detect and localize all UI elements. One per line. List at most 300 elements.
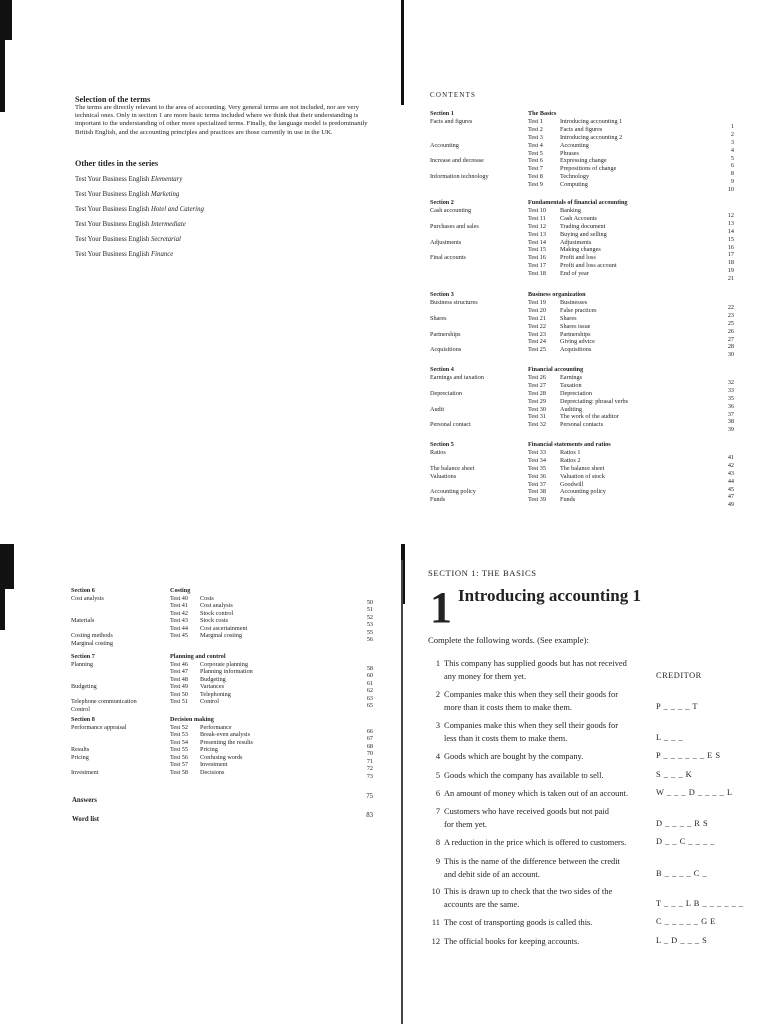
question-text: accounts are the same. — [444, 899, 520, 909]
series-item: Test Your Business English Intermediate — [75, 221, 186, 228]
test-number: Test 31 — [528, 413, 546, 421]
test-number: Test 57 — [170, 761, 188, 768]
question-item — [428, 917, 592, 929]
test-number: Test 8 — [528, 173, 543, 181]
page-number: 66 — [366, 727, 373, 735]
test-number: Test 22 — [528, 322, 546, 330]
question-text: Customers who have received goods but not paid — [444, 807, 609, 816]
test-number: Test 1 — [528, 117, 543, 125]
series-title: Hotel and Catering — [151, 206, 204, 213]
question-item — [428, 689, 618, 713]
page-number: 32 — [727, 378, 734, 386]
section-group: Financial statements and ratios — [528, 441, 611, 448]
series-title: Marketing — [151, 191, 180, 198]
page-number: 22 — [727, 303, 734, 311]
test-number: Test 43 — [170, 617, 188, 624]
test-number: Test 56 — [170, 753, 188, 761]
test-title: Ratios 1 — [560, 448, 581, 456]
section-topic: Costing methods — [71, 632, 113, 639]
section-topic: Earnings and taxation — [430, 373, 484, 381]
section-topic: The balance sheet — [430, 464, 475, 472]
test-title: Expressing change — [560, 157, 607, 165]
test-title: Cost ascertainment — [200, 624, 248, 632]
question-text: and debit side of an account. — [444, 869, 540, 879]
series-item: Test Your Business English Elementary — [75, 176, 183, 183]
test-number: Test 44 — [170, 624, 188, 632]
test-title: Depreciating: phrasal verbs — [560, 397, 629, 405]
question-number: 8 — [435, 838, 440, 847]
section-topic: Pricing — [71, 753, 89, 761]
section-label: Section 1 — [430, 110, 454, 117]
page-number: 38 — [727, 418, 734, 426]
test-title: Corporate planning — [200, 660, 248, 668]
section-topic: Audit — [430, 405, 445, 413]
binding-line — [401, 560, 403, 1024]
page-number: 23 — [727, 311, 734, 319]
question-text: This is drawn up to check that the two sides of the — [444, 887, 613, 896]
section-topic: Business structures — [430, 298, 478, 306]
test-title: The work of the auditor — [560, 413, 619, 421]
test-title: Variances — [200, 683, 225, 690]
page-number: 65 — [366, 702, 373, 709]
section-topic: Adjustments — [430, 238, 462, 246]
test-number: Test 29 — [528, 397, 546, 405]
section-label: Section 3 — [430, 291, 454, 298]
test-title: Valuation of stock — [560, 472, 606, 480]
question-text: This is the name of the difference between the credit — [444, 857, 620, 866]
test-title: Buying and selling — [560, 230, 607, 238]
question-number: 7 — [435, 807, 440, 816]
question-number: 4 — [435, 752, 440, 761]
test-number: Test 20 — [528, 306, 546, 314]
test-number: Test 10 — [528, 206, 546, 214]
test-title: Taxation — [560, 381, 582, 389]
test-number: Test 53 — [170, 731, 188, 738]
page-number: 61 — [366, 679, 373, 687]
test-number: Test 55 — [170, 746, 188, 753]
series-item: Test Your Business English Finance — [75, 251, 174, 258]
test-title: Budgeting — [200, 675, 226, 683]
page-number: 50 — [366, 598, 373, 606]
section-topic: Budgeting — [71, 683, 97, 690]
test-number: Test 4 — [528, 141, 543, 149]
answer-blank: B _ _ _ _ C _ — [656, 869, 708, 878]
answer-blank: P _ _ _ _ T — [656, 702, 699, 711]
page-number: 28 — [727, 343, 734, 351]
page-number: 35 — [727, 394, 734, 402]
test-title: Shares — [560, 314, 577, 322]
answer-blank: CREDITOR — [656, 671, 702, 680]
section-label: Section 5 — [430, 441, 454, 448]
question-item — [428, 856, 620, 880]
question-item — [428, 806, 609, 830]
page-number: 17 — [727, 251, 734, 259]
test-title: Profit and loss account — [560, 262, 617, 270]
test-title: Cash Accounts — [560, 214, 597, 222]
section-label: Section 2 — [430, 199, 454, 206]
page-number: 55 — [366, 628, 373, 636]
page-number: 15 — [727, 235, 734, 243]
test-title: Pricing — [200, 746, 218, 753]
answers-label: Answers — [72, 797, 97, 804]
test-number: Test 21 — [528, 314, 546, 322]
question-item — [428, 770, 604, 782]
test-title: Marginal costing — [200, 632, 242, 639]
question-number: 3 — [435, 721, 440, 730]
test-number: Test 51 — [170, 698, 188, 705]
test-title: Partnerships — [560, 330, 591, 338]
test-number: Test 41 — [170, 602, 188, 609]
test-number: Test 40 — [170, 594, 188, 602]
test-title: Technology — [560, 173, 590, 181]
section-topic: Depreciation — [430, 389, 462, 397]
page-number: 70 — [366, 750, 373, 757]
section-topic: Purchases and sales — [430, 222, 479, 230]
page-number: 68 — [366, 742, 373, 750]
test-number: Test 36 — [528, 472, 546, 480]
page-number: 18 — [727, 259, 734, 267]
test-number: Test 23 — [528, 330, 546, 338]
test-title: Banking — [560, 206, 581, 214]
series-item: Test Your Business English Secretarial — [75, 236, 181, 243]
test-title: False practices — [560, 306, 597, 314]
test-number: Test 35 — [528, 464, 546, 472]
question-number: 2 — [435, 690, 440, 699]
page-number: 5 — [730, 154, 734, 162]
binding-edge — [401, 0, 404, 105]
test-number: Test 48 — [170, 675, 188, 683]
page-number: 72 — [366, 765, 373, 772]
test-number: Test 58 — [170, 768, 188, 776]
section-header: SECTION 1: THE BASICS — [428, 568, 537, 578]
answer-blank: L _ _ _ — [656, 733, 684, 742]
test-number: Test 15 — [528, 246, 546, 254]
wordlist-label: Word list — [72, 816, 100, 823]
test-number: Test 13 — [528, 230, 546, 238]
test-number: Test 5 — [528, 149, 543, 157]
section-topic: Results — [71, 746, 90, 753]
answer-blank: D _ _ C _ _ _ _ — [656, 837, 715, 846]
wordlist-page: 83 — [366, 812, 373, 819]
binding-edge — [0, 0, 12, 40]
test-title: Stock control — [200, 609, 234, 617]
page-number: 9 — [730, 178, 734, 186]
section-topic: Final accounts — [430, 254, 466, 262]
page-number: 26 — [727, 327, 734, 335]
question-text: Goods which the company has available to sell. — [444, 771, 604, 780]
test-title: Cost analysis — [200, 602, 233, 609]
question-number: 5 — [435, 771, 440, 780]
page-number: 41 — [727, 453, 734, 461]
test-number: Test 30 — [528, 405, 546, 413]
test-title: Costs — [200, 594, 214, 602]
test-number: Test 50 — [170, 690, 188, 698]
test-number: Test 11 — [528, 214, 546, 222]
test-title: Confusing words — [200, 753, 243, 761]
test-title: Adjustments — [560, 238, 592, 246]
page-number: 51 — [366, 606, 373, 613]
test-number: Test 27 — [528, 381, 546, 389]
test-title: Investment — [200, 761, 228, 768]
page-number: 8 — [730, 170, 734, 178]
test-title: Goodwill — [560, 480, 584, 488]
test-number: Test 49 — [170, 683, 188, 690]
page-number: 4 — [730, 146, 734, 154]
section-group: Decision making — [170, 716, 214, 723]
page-number: 13 — [727, 219, 734, 227]
page-bottom-left — [0, 512, 384, 1024]
test-title: Funds — [560, 496, 576, 504]
page-number: 52 — [366, 613, 373, 621]
section-topic: Telephone communication — [71, 698, 137, 705]
test-number: Test 46 — [170, 660, 188, 668]
page-number: 53 — [366, 621, 373, 628]
test-number: Test 33 — [528, 448, 546, 456]
question-number: 1 — [435, 659, 440, 668]
test-number: Test 52 — [170, 723, 188, 731]
test-title: Personal contacts — [560, 421, 604, 429]
section-topic: Performance appraisal — [71, 723, 127, 731]
test-number: Test 38 — [528, 488, 546, 496]
question-number: 11 — [431, 918, 440, 927]
series-title: Secretarial — [151, 236, 181, 243]
page-number: 67 — [366, 735, 373, 742]
test-title: Computing — [560, 181, 588, 189]
page-number: 10 — [727, 186, 734, 194]
question-number: 10 — [431, 887, 440, 896]
test-title: Planning information — [200, 668, 253, 675]
question-text: less than it costs them to make them. — [444, 733, 568, 743]
test-number: Test 26 — [528, 373, 546, 381]
page-number: 33 — [727, 386, 734, 394]
answer-blank: T _ _ _ L B _ _ _ _ _ _ — [656, 899, 744, 908]
page-number: 2 — [730, 130, 734, 138]
page-number: 36 — [727, 402, 734, 410]
exercise-instruction: Complete the following words. (See example): — [428, 635, 589, 645]
question-number: 9 — [435, 857, 440, 866]
test-title: Accounting policy — [560, 488, 606, 496]
question-text: more than it costs them to make them. — [444, 702, 572, 712]
section-group: Business organization — [528, 291, 586, 298]
exercise-title: Introducing accounting 1 — [458, 586, 641, 605]
page-number: 56 — [366, 636, 373, 643]
section-topic: Accounting — [430, 141, 459, 149]
test-title: Earnings — [560, 373, 582, 381]
test-title: Introducing accounting 2 — [560, 133, 623, 141]
question-item — [428, 886, 612, 910]
question-text: The official books for keeping accounts. — [444, 937, 580, 946]
question-item — [428, 788, 628, 800]
section-group: The Basics — [528, 110, 557, 117]
section-group: Costing — [170, 587, 191, 594]
test-number: Test 18 — [528, 270, 546, 278]
page-number: 12 — [727, 211, 734, 219]
page-number: 60 — [366, 672, 373, 679]
test-number: Test 42 — [170, 609, 188, 617]
section-topic: Increase and decrease — [430, 157, 484, 165]
selection-heading: Selection of the terms — [75, 95, 151, 104]
binding-edge — [0, 560, 5, 630]
test-title: Shares issue — [560, 322, 591, 330]
test-number: Test 9 — [528, 181, 543, 189]
page-number: 14 — [727, 227, 734, 235]
binding-edge — [0, 40, 5, 112]
page-number: 63 — [366, 694, 373, 702]
section-topic: Ratios — [430, 448, 446, 456]
page-number: 49 — [727, 501, 734, 509]
test-number: Test 47 — [170, 668, 188, 675]
test-number: Test 39 — [528, 496, 546, 504]
test-number: Test 2 — [528, 125, 543, 133]
section-topic: Cash accounting — [430, 206, 472, 214]
page-number: 47 — [727, 493, 734, 501]
section-topic: Investment — [71, 768, 99, 776]
test-title: Accounting — [560, 141, 589, 149]
test-number: Test 3 — [528, 133, 543, 141]
test-number: Test 24 — [528, 338, 546, 346]
section-group: Planning and control — [170, 653, 226, 660]
page-number: 42 — [727, 461, 734, 469]
test-number: Test 28 — [528, 389, 546, 397]
question-text: Companies make this when they sell their goods for — [444, 721, 618, 730]
test-title: Auditing — [560, 405, 583, 413]
question-text: Goods which are bought by the company. — [444, 752, 584, 761]
test-title: Businesses — [560, 298, 588, 306]
answer-blank: L _ D _ _ _ S — [656, 936, 708, 945]
test-number: Test 16 — [528, 254, 546, 262]
section-topic: Partnerships — [430, 330, 461, 338]
test-title: Ratios 2 — [560, 456, 581, 464]
section-topic: Marginal costing — [71, 639, 113, 647]
section-label: Section 7 — [71, 653, 95, 660]
page-number: 71 — [366, 757, 373, 765]
question-number: 12 — [431, 937, 440, 946]
page-number: 1 — [730, 122, 734, 130]
section-topic: Facts and figures — [430, 117, 473, 125]
test-number: Test 32 — [528, 421, 546, 429]
question-text: A reduction in the price which is offered to customers. — [444, 838, 627, 847]
test-number: Test 7 — [528, 165, 543, 173]
page-number: 3 — [730, 138, 734, 146]
question-number: 6 — [435, 789, 440, 798]
page-number: 25 — [727, 319, 734, 327]
page-number: 44 — [727, 477, 734, 485]
page-number: 21 — [727, 275, 734, 283]
series-title: Elementary — [151, 176, 183, 183]
page-number: 30 — [727, 351, 734, 359]
question-text: any money for them yet. — [444, 671, 527, 681]
test-number: Test 12 — [528, 222, 546, 230]
section-topic: Cost analysis — [71, 594, 104, 602]
section-topic: Accounting policy — [430, 488, 476, 496]
test-number: Test 14 — [528, 238, 546, 246]
test-title: Performance — [200, 723, 232, 731]
test-title: Profit and loss — [560, 254, 596, 262]
section-label: Section 4 — [430, 366, 454, 373]
series-title: Intermediate — [151, 221, 186, 228]
section-topic: Personal contact — [430, 421, 471, 429]
series-item: Test Your Business English Marketing — [75, 191, 180, 198]
section-topic: Information technology — [430, 173, 489, 181]
page-number: 6 — [730, 162, 734, 170]
question-item — [428, 837, 626, 849]
question-item — [428, 720, 618, 744]
test-title: Introducing accounting 1 — [560, 117, 623, 125]
test-title: Prepositions of change — [560, 165, 617, 173]
test-title: Control — [200, 698, 219, 705]
test-number: Test 17 — [528, 262, 546, 270]
section-topic: Valuations — [430, 472, 457, 480]
question-text: An amount of money which is taken out of an account. — [444, 789, 628, 798]
question-item — [428, 658, 627, 682]
section-topic: Acquisitions — [430, 346, 462, 354]
answer-blank: W _ _ _ D _ _ _ _ L — [656, 788, 733, 797]
page-number: 73 — [366, 772, 373, 780]
section-topic: Shares — [430, 314, 447, 322]
question-text: Companies make this when they sell their goods for — [444, 690, 618, 699]
question-text: The cost of transporting goods is called this. — [444, 918, 593, 927]
series-title: Finance — [151, 251, 174, 258]
answer-blank: D _ _ _ _ R S — [656, 819, 709, 828]
question-text: This company has supplied goods but has not received — [444, 659, 627, 668]
test-title: Decisions — [200, 768, 225, 776]
contents-title: CONTENTS — [430, 91, 477, 99]
section-group: Financial accounting — [528, 366, 584, 373]
test-title: Telephoning — [200, 690, 231, 698]
test-title: The balance sheet — [560, 464, 605, 472]
section-topic: Materials — [71, 617, 95, 624]
answer-blank: C _ _ _ _ _ G E — [656, 917, 716, 926]
test-title: Stock costs — [200, 617, 229, 624]
question-item — [428, 936, 579, 948]
page-number: 62 — [366, 687, 373, 694]
section-topic: Funds — [430, 496, 446, 504]
test-number: Test 19 — [528, 298, 546, 306]
test-title: Facts and figures — [560, 125, 603, 133]
test-title: Making changes — [560, 246, 601, 254]
test-number: Test 37 — [528, 480, 546, 488]
page-number: 43 — [727, 469, 734, 477]
test-number: Test 54 — [170, 738, 188, 746]
answers-page: 75 — [366, 793, 373, 800]
test-title: Giving advice — [560, 338, 595, 346]
page-number: 58 — [366, 664, 373, 672]
page-number: 19 — [727, 267, 734, 275]
test-number: Test 25 — [528, 346, 546, 354]
page-number: 16 — [727, 243, 734, 251]
series-heading: Other titles in the series — [75, 159, 159, 168]
question-text: for them yet. — [444, 819, 488, 829]
section-group: Fundamentals of financial accounting — [528, 199, 628, 206]
test-title: Depreciation — [560, 389, 592, 397]
test-title: Break-even analysis — [200, 731, 250, 738]
series-item: Test Your Business English Hotel and Catering — [75, 206, 204, 213]
page-top-left — [0, 0, 384, 512]
section-label: Section 6 — [71, 587, 95, 594]
section-label: Section 8 — [71, 716, 95, 723]
page-number: 45 — [727, 485, 734, 493]
answer-blank: P _ _ _ _ _ _ E S — [656, 751, 721, 760]
answer-blank: S _ _ _ K — [656, 770, 693, 779]
test-title: Acquisitions — [560, 346, 592, 354]
page-number: 27 — [727, 335, 734, 343]
test-title: End of year — [560, 270, 589, 278]
page-number: 39 — [727, 426, 734, 434]
test-title: Phrases — [560, 149, 579, 157]
intro-paragraph: The terms are directly relevant to the area of accounting. Very general terms are not included, nor are very technical ones. Only in section 1 are more basic terms included where we think that their understanding is important to the understanding of other more specialized terms. Finally, the language model is predominantly British English, and the accounting principles and practices are those currently in use in the UK. — [75, 104, 368, 136]
section-topic: Control — [71, 705, 90, 713]
test-number: Test 45 — [170, 632, 188, 639]
